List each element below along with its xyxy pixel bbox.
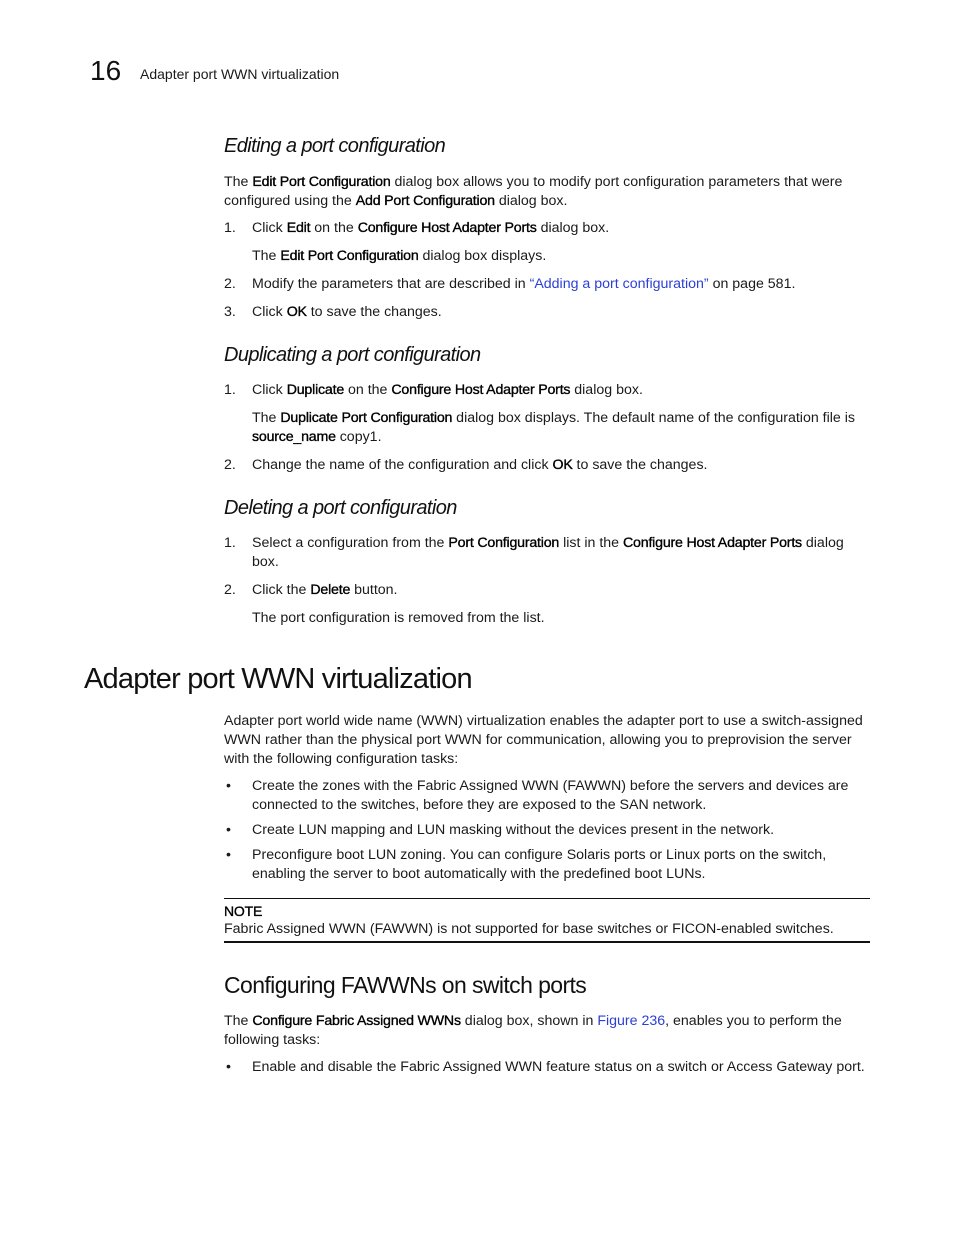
duplicate-section-heading: Duplicating a port configuration [224,344,481,366]
note-top-rule [224,898,870,899]
ui-term: OK [552,457,573,473]
step-number: 3. [224,304,236,320]
ui-term: Configure Fabric Assigned WWNs [252,1013,461,1029]
delete-step-1: Select a configuration from the Port Configuration list in the Configure Host Adapter Ports dialog box. [252,535,844,570]
ui-term: Configure Host Adapter Ports [357,220,537,236]
edit-intro-paragraph: The Edit Port Configuration dialog box allows you to modify port configuration parameters that were configured using the Add Port Configuration dialog box. [224,174,843,209]
delete-section-heading: Deleting a port configuration [224,497,457,519]
adding-port-config-link[interactable]: “Adding a port configuration” [529,276,709,292]
duplicate-step-2: Change the name of the configuration and click OK to save the changes. [252,457,708,473]
chapter-number: 16 [90,55,122,86]
delete-step-2-result: The port configuration is removed from the list. [252,610,545,626]
list-item: Enable and disable the Fabric Assigned WWN feature status on a switch or Access Gateway port. [252,1059,865,1075]
step-number: 2. [224,582,236,598]
ui-term: Duplicate Port Configuration [280,410,453,426]
note-text: Fabric Assigned WWN (FAWWN) is not supported for base switches or FICON-enabled switches. [224,921,834,937]
edit-step-3: Click OK to save the changes. [252,304,442,320]
ui-term: Edit Port Configuration [252,174,391,190]
ui-term: Configure Host Adapter Ports [623,535,802,551]
ui-term: OK [286,304,307,320]
ui-term: Edit [286,220,311,236]
wwn-intro-paragraph: Adapter port world wide name (WWN) virtualization enables the adapter port to use a switch-assigned WWN rather than the physical port WWN for communication, allowing you to preprovision the server with the following configuration tasks: [224,713,863,767]
wwn-section-heading: Adapter port WWN virtualization [84,663,472,695]
list-item: Create the zones with the Fabric Assigned WWN (FAWWN) before the servers and devices are connected to the switches, before they are exposed to the SAN network. [252,778,849,813]
step-number: 2. [224,457,236,473]
bullet-icon: • [226,778,231,794]
note-bottom-rule [224,941,870,943]
bullet-icon: • [226,1059,231,1075]
figure-236-link[interactable]: Figure 236 [597,1013,666,1029]
list-item: Create LUN mapping and LUN masking without the devices present in the network. [252,822,775,838]
fawwn-intro-paragraph: The Configure Fabric Assigned WWNs dialog box, shown in Figure 236, enables you to perform the following tasks: [224,1013,842,1048]
list-item: Preconfigure boot LUN zoning. You can configure Solaris ports or Linux ports on the switch, enabling the server to boot automatically with the predefined boot LUNs. [252,847,827,882]
edit-section-heading: Editing a port configuration [224,135,446,157]
ui-term: source_name [252,428,336,445]
note-label: NOTE [224,903,263,919]
running-title: Adapter port WWN virtualization [140,66,340,82]
edit-step-1-result: The Edit Port Configuration dialog box displays. [252,248,547,264]
duplicate-step-1: Click Duplicate on the Configure Host Adapter Ports dialog box. [252,382,643,398]
ui-term: Port Configuration [448,535,560,551]
step-number: 1. [224,535,236,551]
ui-term: Add Port Configuration [355,192,495,209]
bullet-icon: • [226,847,231,863]
ui-term: Edit Port Configuration [280,248,419,264]
step-number: 1. [224,220,236,236]
ui-term: Configure Host Adapter Ports [391,382,571,398]
edit-step-2: Modify the parameters that are described in “Adding a port configuration” on page 581. [252,276,796,292]
step-number: 1. [224,382,236,398]
step-number: 2. [224,276,236,292]
edit-step-1: Click Edit on the Configure Host Adapter Ports dialog box. [252,220,610,236]
ui-term: Delete [310,582,351,598]
duplicate-step-1-result: The Duplicate Port Configuration dialog box displays. The default name of the configuration file is source_name copy1. [252,410,855,445]
delete-step-2: Click the Delete button. [252,582,398,598]
fawwn-section-heading: Configuring FAWWNs on switch ports [224,972,587,998]
bullet-icon: • [226,822,231,838]
ui-term: Duplicate [286,382,345,398]
